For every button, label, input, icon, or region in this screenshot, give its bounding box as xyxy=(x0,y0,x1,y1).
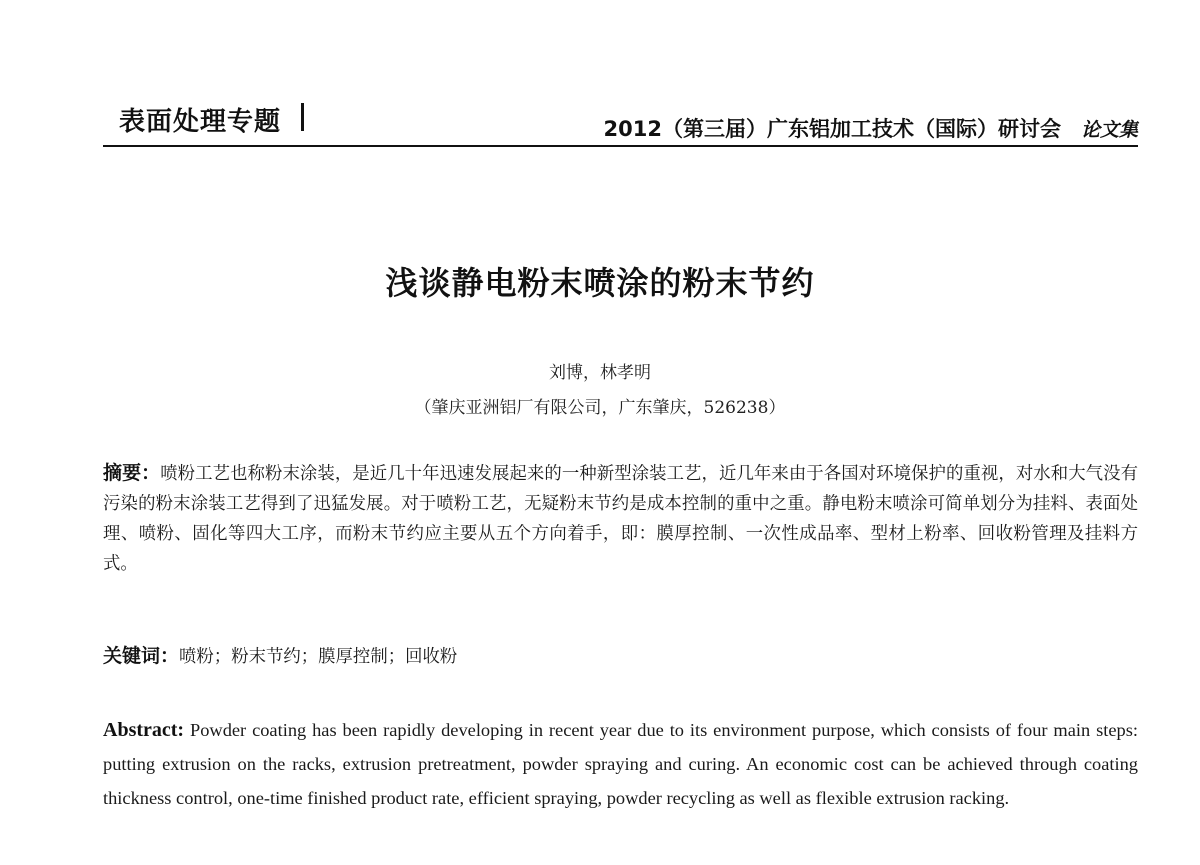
conference-name: 2012（第三届）广东铝加工技术（国际）研讨会 xyxy=(603,117,1061,141)
running-header xyxy=(103,95,1138,147)
affiliation: （肇庆亚洲铝厂有限公司，广东肇庆，526238） xyxy=(414,398,786,418)
abstract-chinese xyxy=(103,458,1138,579)
keywords-text: 喷粉；粉末节约；膜厚控制；回收粉 xyxy=(179,647,458,667)
section-label: 表面处理专题 xyxy=(119,107,282,137)
abstract-english xyxy=(103,713,1138,815)
abstract-chinese-label: 摘要： xyxy=(103,462,161,484)
keywords-label: 关键词： xyxy=(103,645,180,667)
abstract-english-text: Powder coating has been rapidly developing in recent year due to its environment purpose, which consists of four main steps: putting extrusion on the racks, extrusion pretreatment, powder spraying and curing. An economic cost can be achieved through coating thickness control, one-time finished product rate, efficient spraying, powder recycling as well as flexible extrusion racking. xyxy=(103,720,1138,808)
keywords xyxy=(103,641,1138,668)
header-divider xyxy=(301,103,304,131)
header-right xyxy=(604,113,1138,143)
paper-title: 浅谈静电粉末喷涂的粉末节约 xyxy=(385,264,815,302)
collection-label: 论文集 xyxy=(1080,119,1138,141)
authors: 刘博，林孝明 xyxy=(549,363,651,383)
abstract-chinese-text: 喷粉工艺也称粉末涂装，是近几十年迅速发展起来的一种新型涂装工艺，近几年来由于各国对环境保护的重视，对水和大气没有污染的粉末涂装工艺得到了迅猛发展。对于喷粉工艺，无疑粉末节约是成本控制的重中之重。静电粉末喷涂可简单划分为挂料、表面处理、喷粉、固化等四大工序，而粉末节约应主要从五个方向着手，即：膜厚控制、一次性成品率、型材上粉率、回收粉管理及挂料方式。 xyxy=(103,464,1138,574)
abstract-english-label: Abstract: xyxy=(103,719,185,741)
